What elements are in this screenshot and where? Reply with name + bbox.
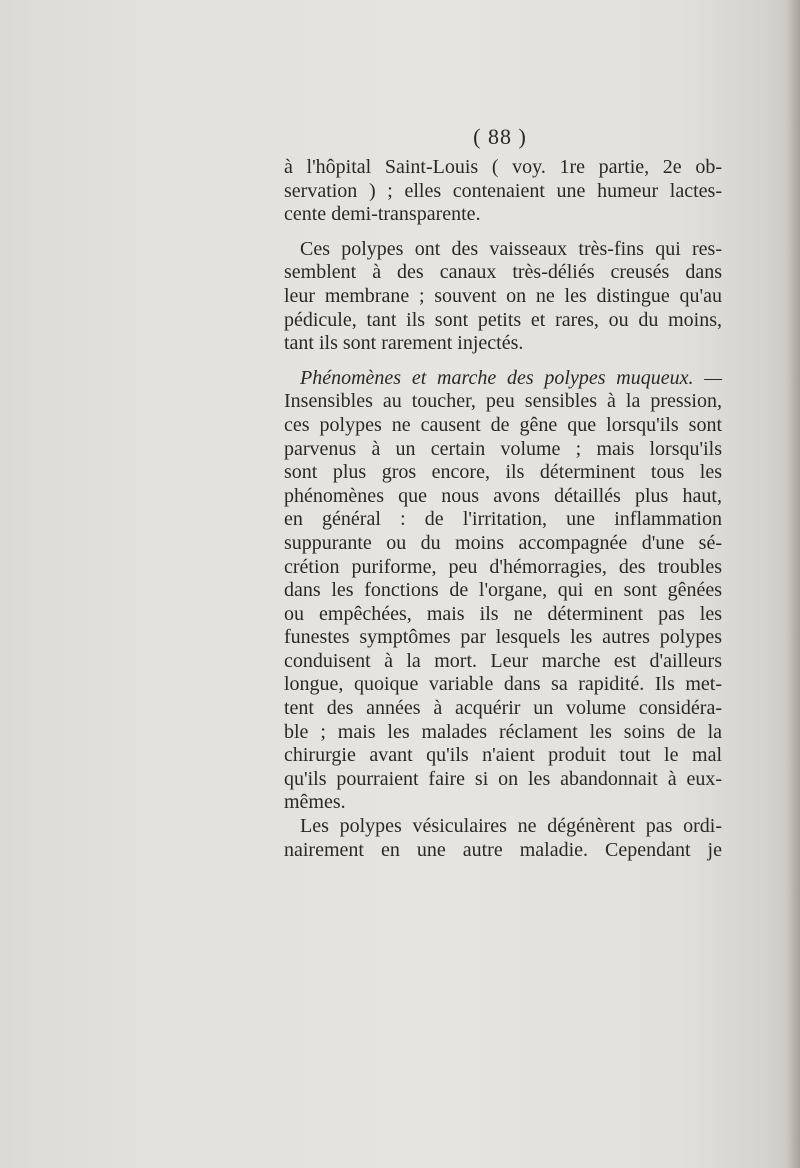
text-line: tant ils sont rarement injectés. [284,332,524,355]
text-line: dans les fonctions de l'organe, qui en sont gênées [284,579,722,602]
section-heading: Phénomènes et marche des polypes muqueux. — [300,366,722,389]
text-line: à l'hôpital Saint-Louis ( voy. 1re partie, 2e ob- [284,156,722,178]
text-line: conduisent à la mort. Leur marche est d'ailleurs [284,649,722,672]
text-line: nairement en une autre maladie. Cependant je [284,838,722,861]
text-line: ble ; mais les malades réclament les soins de la [284,720,722,743]
text-line: tent des années à acquérir un volume considéra- [284,697,722,720]
text-line: Insensibles au toucher, peu sensibles à la pression, [284,390,722,413]
text-line: mêmes. [284,791,346,814]
text-line: parvenus à un certain volume ; mais lorsqu'ils [284,437,722,460]
text-line: leur membrane ; souvent on ne les distingue qu'au [284,284,722,307]
text-line: funestes symptômes par lesquels les autres polypes [284,626,722,649]
text-line: chirurgie avant qu'ils n'aient produit tout le mal [284,744,722,767]
page-number: ( 88 ) [473,124,527,149]
text-line: crétion puriforme, peu d'hémorragies, des troubles [284,555,722,578]
text-line: servation ) ; elles contenaient une humeur lactes- [284,179,722,202]
text-line: qu'ils pourraient faire si on les abandonnait à eux- [284,767,722,790]
text-line: ou empêchées, mais ils ne déterminent pas les [284,602,722,625]
text-line: Les polypes vésiculaires ne dégénèrent pas ordi- [300,815,722,838]
text-line: semblent à des canaux très-déliés creusés dans [284,261,722,284]
text-line: suppurante ou du moins accompagnée d'une sé- [284,531,722,554]
page-edge-shadow [786,0,800,1168]
body-text [284,156,722,862]
text-line: pédicule, tant ils sont petits et rares, ou du moins, [284,308,722,331]
text-line: cente demi-transparente. [284,203,481,226]
text-line: en général : de l'irritation, une inflammation [284,508,722,531]
text-line: sont plus gros encore, ils déterminent tous les [284,461,722,484]
text-line: Ces polypes ont des vaisseaux très-fins qui res- [300,237,722,260]
text-line: ces polypes ne causent de gêne que lorsqu'ils sont [284,413,722,436]
text-line: phénomènes que nous avons détaillés plus haut, [284,484,722,507]
text-line: longue, quoique variable dans sa rapidité. Ils met- [284,673,722,696]
